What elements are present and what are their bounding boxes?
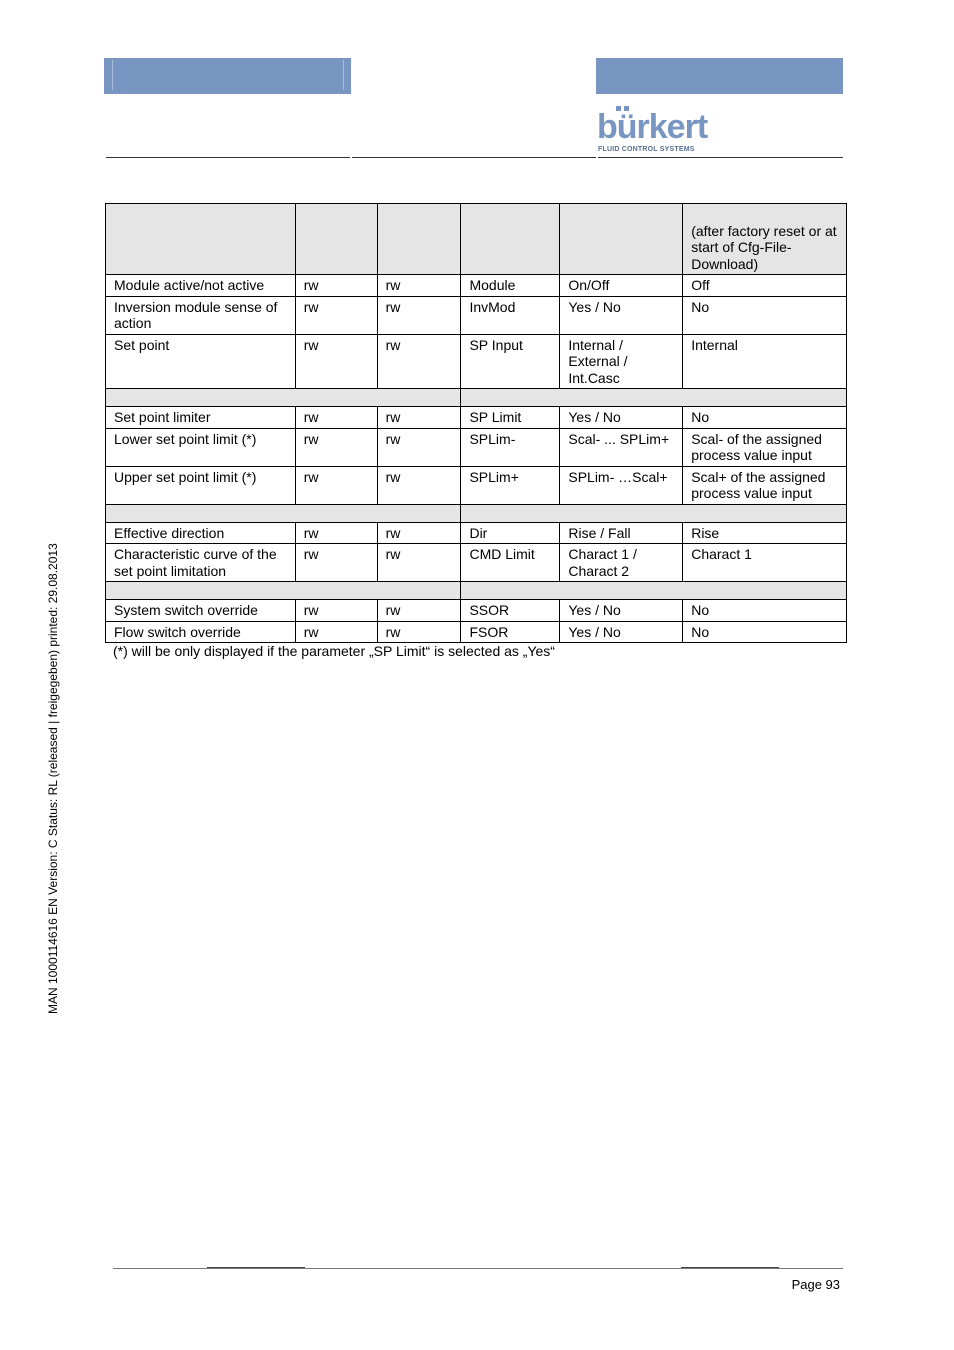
table-row	[106, 600, 847, 622]
param-code-cell: SSOR	[461, 600, 560, 622]
default-value-cell: Internal	[683, 334, 847, 389]
access-a-cell: rw	[295, 466, 377, 504]
param-name-cell: Set point	[106, 334, 296, 389]
param-name-cell: Module active/not active	[106, 275, 296, 297]
header-cell-name	[106, 204, 296, 275]
value-range-cell: Internal / External / Int.Casc	[560, 334, 683, 389]
param-code-cell: InvMod	[461, 296, 560, 334]
param-name-cell: Effective direction	[106, 522, 296, 544]
param-name-cell: Flow switch override	[106, 621, 296, 643]
header-cell-access-a	[295, 204, 377, 275]
default-value-cell: Scal- of the assigned process value input	[683, 428, 847, 466]
param-code-cell: FSOR	[461, 621, 560, 643]
access-b-cell: rw	[377, 334, 461, 389]
value-range-cell: Yes / No	[560, 600, 683, 622]
header-rule-middle	[352, 157, 596, 158]
default-value-cell: Scal+ of the assigned process value input	[683, 466, 847, 504]
table-row	[106, 407, 847, 429]
access-b-cell: rw	[377, 544, 461, 582]
param-code-cell: SP Limit	[461, 407, 560, 429]
param-code-cell: SP Input	[461, 334, 560, 389]
table-row	[106, 522, 847, 544]
footer-rule-accent-left	[207, 1267, 305, 1268]
header-cell-default: (after factory reset or at start of Cfg-File-Download)	[683, 204, 847, 275]
access-a-cell: rw	[295, 296, 377, 334]
value-range-cell: Scal- ... SPLim+	[560, 428, 683, 466]
header-cell-access-b	[377, 204, 461, 275]
brand-name: bürkert	[597, 108, 708, 146]
brand-logo	[597, 104, 719, 156]
table-section-row	[106, 389, 847, 407]
access-a-cell: rw	[295, 544, 377, 582]
access-a-cell: rw	[295, 600, 377, 622]
footer-rule	[113, 1268, 843, 1269]
value-range-cell: Yes / No	[560, 621, 683, 643]
param-name-cell: Set point limiter	[106, 407, 296, 429]
brand-tagline: FLUID CONTROL SYSTEMS	[598, 146, 695, 153]
default-value-cell: No	[683, 600, 847, 622]
default-value-cell: Rise	[683, 522, 847, 544]
table-section-row	[106, 504, 847, 522]
header-rule-left	[106, 157, 350, 158]
section-cell-right	[461, 504, 847, 522]
access-b-cell: rw	[377, 600, 461, 622]
value-range-cell: Yes / No	[560, 296, 683, 334]
param-code-cell: SPLim-	[461, 428, 560, 466]
value-range-cell: Yes / No	[560, 407, 683, 429]
table-row	[106, 621, 847, 643]
access-b-cell: rw	[377, 428, 461, 466]
default-value-cell: No	[683, 621, 847, 643]
access-a-cell: rw	[295, 407, 377, 429]
param-code-cell: Dir	[461, 522, 560, 544]
access-b-cell: rw	[377, 407, 461, 429]
access-b-cell: rw	[377, 621, 461, 643]
access-b-cell: rw	[377, 296, 461, 334]
access-b-cell: rw	[377, 522, 461, 544]
default-value-cell: Charact 1	[683, 544, 847, 582]
table-row	[106, 544, 847, 582]
document-status-sidebar: MAN 1000114616 EN Version: C Status: RL (released | freigegeben) printed: 29.08.2013	[46, 543, 60, 1014]
page-number: Page 93	[791, 1277, 840, 1292]
parameter-table	[105, 203, 847, 643]
table-section-row	[106, 582, 847, 600]
header-rule-right	[598, 157, 843, 158]
value-range-cell: On/Off	[560, 275, 683, 297]
param-name-cell: Upper set point limit (*)	[106, 466, 296, 504]
footnote: (*) will be only displayed if the parameter „SP Limit“ is selected as „Yes“	[113, 643, 555, 659]
section-cell-left	[106, 504, 461, 522]
table-row	[106, 275, 847, 297]
table-row	[106, 466, 847, 504]
default-value-cell: No	[683, 407, 847, 429]
default-value-cell: No	[683, 296, 847, 334]
access-b-cell: rw	[377, 466, 461, 504]
access-a-cell: rw	[295, 275, 377, 297]
value-range-cell: Charact 1 / Charact 2	[560, 544, 683, 582]
section-cell-right	[461, 389, 847, 407]
table-row	[106, 334, 847, 389]
header-bar-left	[104, 58, 351, 94]
section-cell-left	[106, 389, 461, 407]
section-cell-right	[461, 582, 847, 600]
table-row	[106, 428, 847, 466]
header-bar-right	[596, 58, 843, 94]
section-cell-left	[106, 582, 461, 600]
param-code-cell: SPLim+	[461, 466, 560, 504]
value-range-cell: SPLim- …Scal+	[560, 466, 683, 504]
access-a-cell: rw	[295, 428, 377, 466]
access-a-cell: rw	[295, 522, 377, 544]
table-header-row	[106, 204, 847, 275]
param-name-cell: Characteristic curve of the set point limitation	[106, 544, 296, 582]
param-name-cell: System switch override	[106, 600, 296, 622]
param-code-cell: CMD Limit	[461, 544, 560, 582]
param-name-cell: Lower set point limit (*)	[106, 428, 296, 466]
param-name-cell: Inversion module sense of action	[106, 296, 296, 334]
access-a-cell: rw	[295, 621, 377, 643]
access-a-cell: rw	[295, 334, 377, 389]
value-range-cell: Rise / Fall	[560, 522, 683, 544]
default-value-cell: Off	[683, 275, 847, 297]
access-b-cell: rw	[377, 275, 461, 297]
table-row	[106, 296, 847, 334]
header-cell-range	[560, 204, 683, 275]
header-cell-code	[461, 204, 560, 275]
footer-rule-accent-right	[681, 1267, 779, 1268]
param-code-cell: Module	[461, 275, 560, 297]
